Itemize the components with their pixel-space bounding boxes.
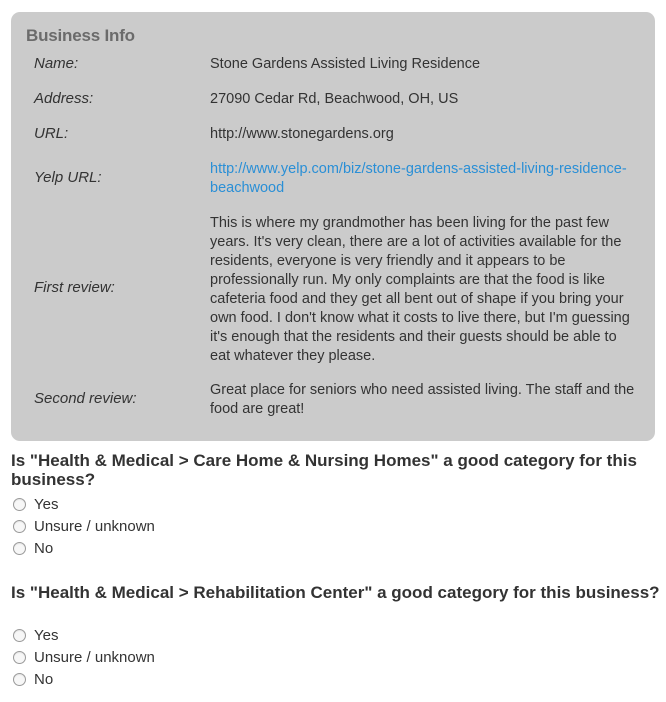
url-value: http://www.stonegardens.org — [210, 126, 394, 142]
option-label: No — [34, 540, 54, 557]
radio-button[interactable] — [13, 542, 26, 555]
yelp-url-label: Yelp URL: — [34, 169, 102, 186]
first-review-label: First review: — [34, 279, 115, 296]
radio-button[interactable] — [13, 520, 26, 533]
question-2-text: Is "Health & Medical > Rehabilitation Center" a good category for this business? — [11, 583, 660, 602]
radio-button[interactable] — [13, 673, 26, 686]
panel-title: Business Info — [26, 26, 135, 45]
option-label: Unsure / unknown — [34, 649, 155, 666]
second-review-text: Great place for seniors who need assisted living. The staff and the food are great! — [210, 382, 635, 417]
first-review-text: This is where my grandmother has been living for the past few years. It's very clean, there are a lot of activities available for the residents, everyone is very friendly and it appears to be professionally run. My only complaints are that the food is like cafeteria food and they get all bent out of shape if you bring your own food. I don't know what it costs to live there, but I'm guessing it's enough that the residents and their guests should be able to eat whatever they please. — [210, 215, 630, 364]
question-1-text: Is "Health & Medical > Care Home & Nursing Homes" a good category for this business? — [11, 451, 637, 489]
question-2-option-no[interactable] — [13, 671, 53, 688]
yelp-url-value — [210, 160, 640, 198]
address-value: 27090 Cedar Rd, Beachwood, OH, US — [210, 91, 459, 107]
question-1-option-no[interactable] — [13, 540, 53, 557]
second-review-label: Second review: — [34, 390, 137, 407]
option-label: No — [34, 671, 54, 688]
url-label: URL: — [34, 125, 69, 142]
option-label: Unsure / unknown — [34, 518, 155, 535]
business-info-panel — [11, 12, 655, 441]
option-label: Yes — [34, 496, 59, 513]
radio-button[interactable] — [13, 498, 26, 511]
radio-button[interactable] — [13, 651, 26, 664]
address-label: Address: — [34, 90, 94, 107]
question-1-option-unsure[interactable] — [13, 518, 155, 535]
radio-button[interactable] — [13, 629, 26, 642]
yelp-url-link[interactable]: http://www.yelp.com/biz/stone-gardens-assisted-living-residence-beachwood — [210, 161, 627, 196]
question-2-option-yes[interactable] — [13, 627, 58, 644]
option-label: Yes — [34, 627, 59, 644]
question-2-option-unsure[interactable] — [13, 649, 155, 666]
question-1-option-yes[interactable] — [13, 496, 58, 513]
name-value: Stone Gardens Assisted Living Residence — [210, 56, 481, 72]
name-label: Name: — [34, 55, 79, 72]
